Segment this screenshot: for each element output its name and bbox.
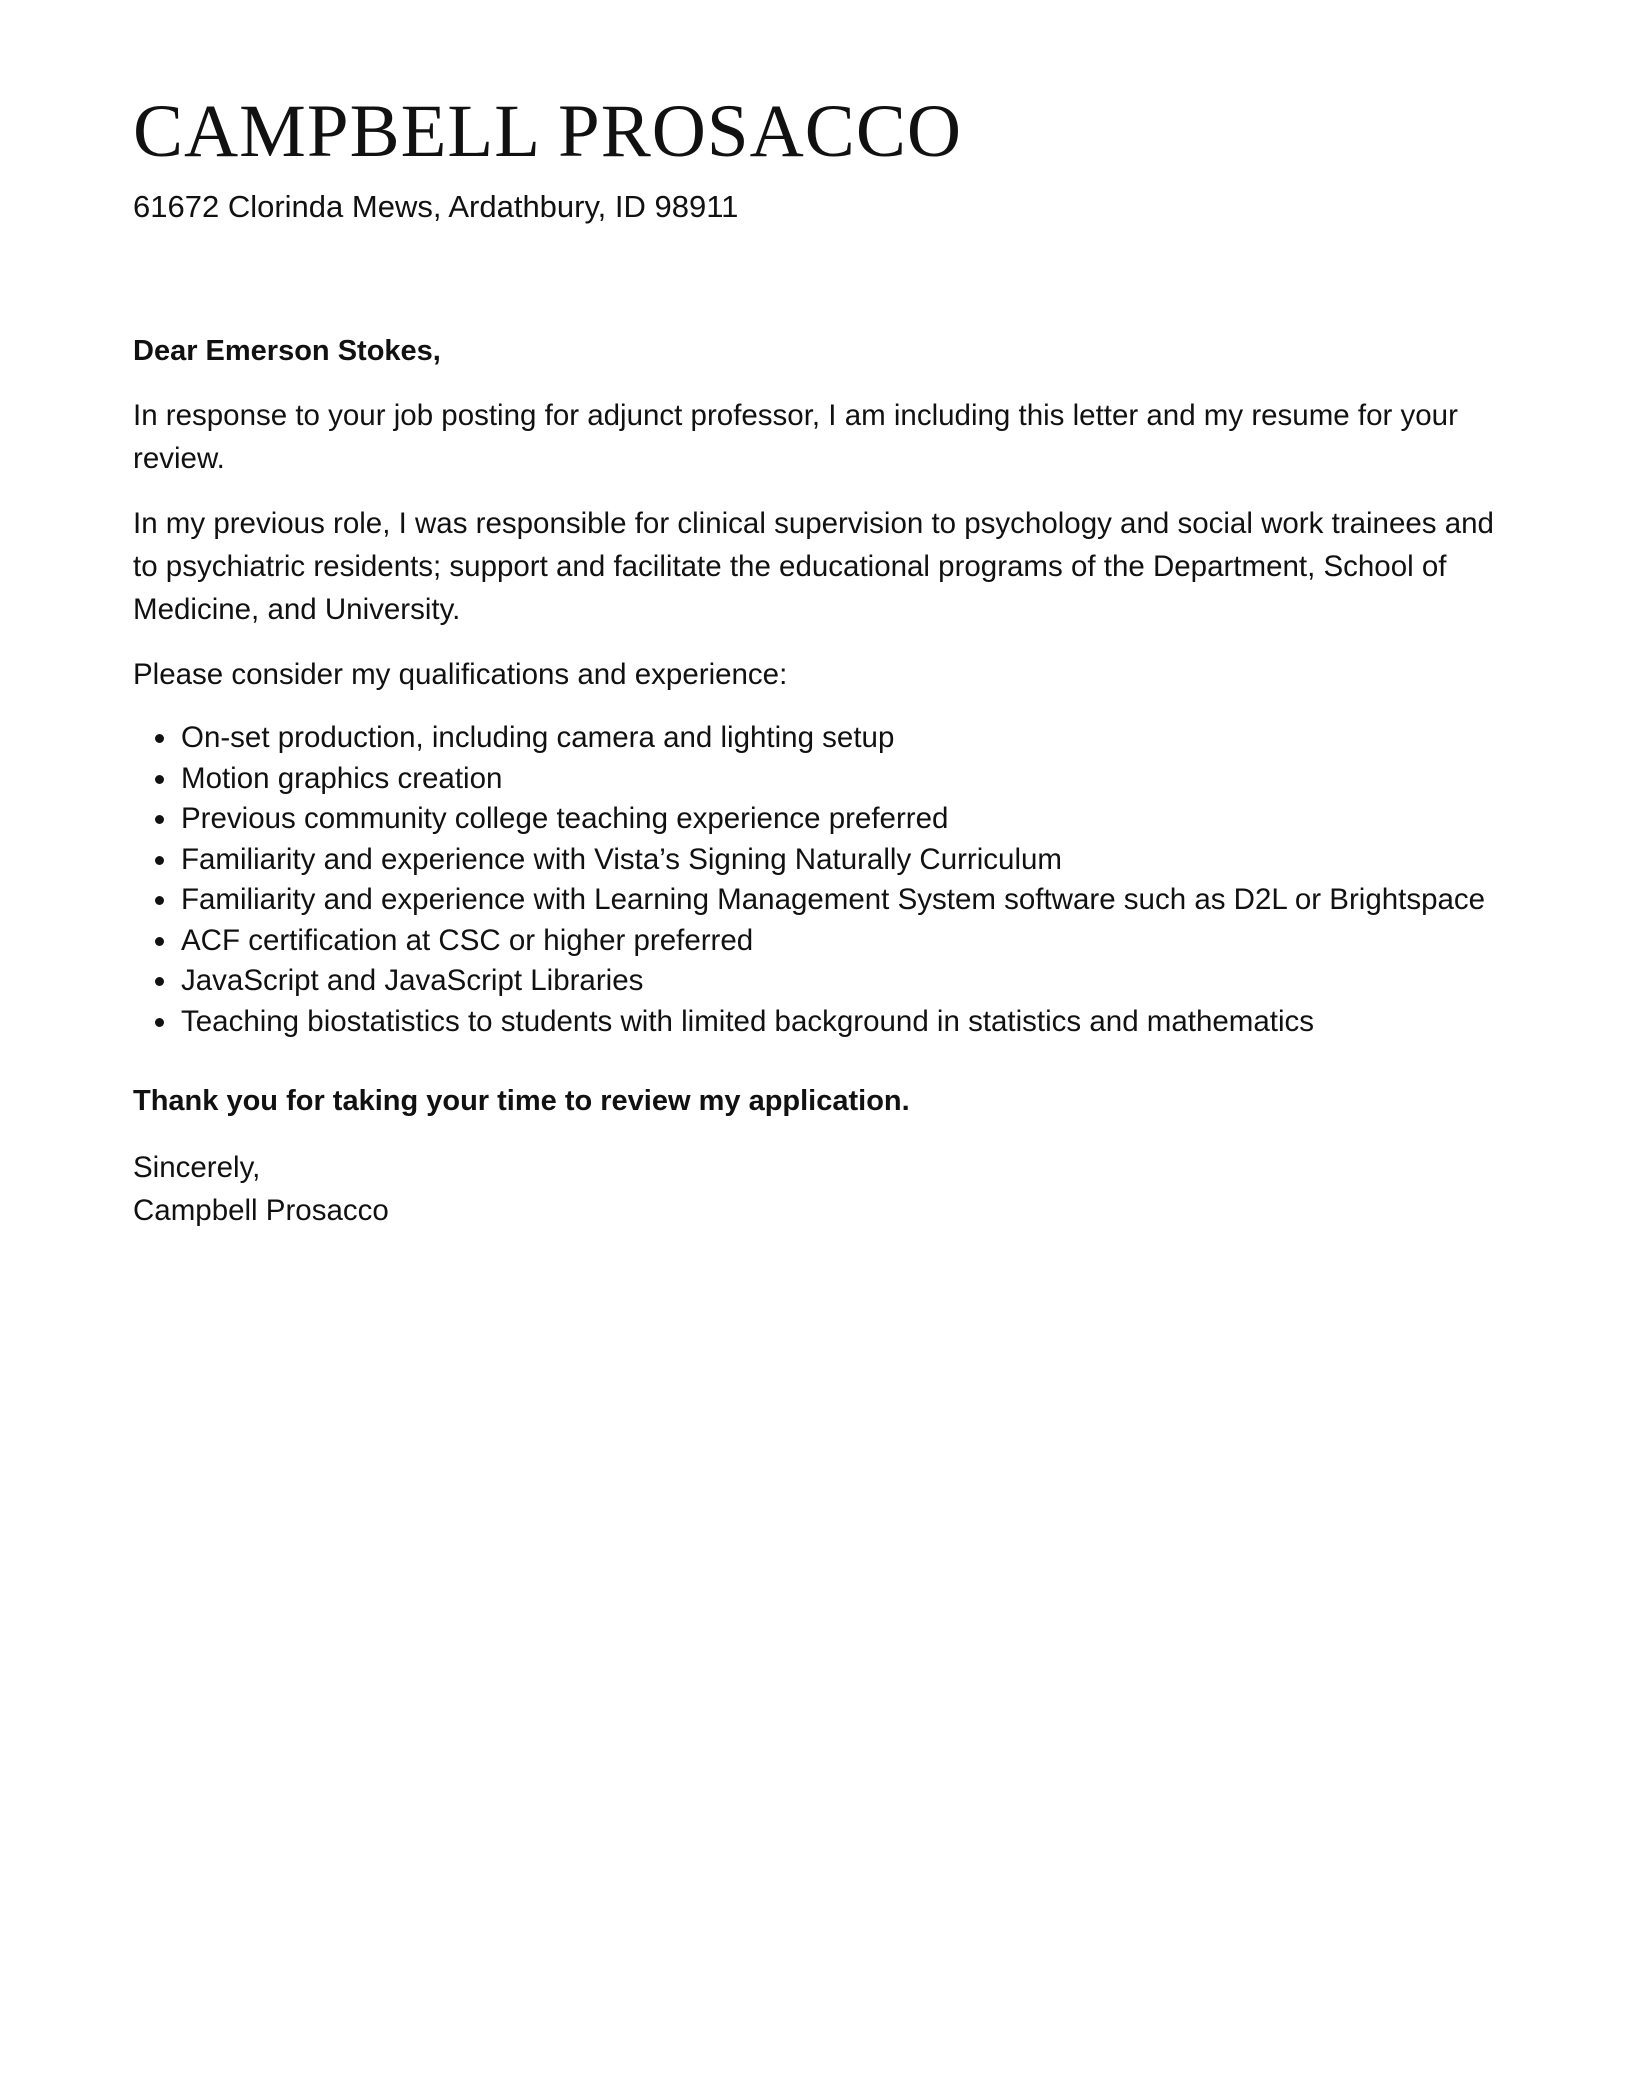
applicant-name: CAMPBELL PROSACCO: [133, 90, 962, 173]
signature-name: Campbell Prosacco: [133, 1194, 389, 1227]
list-item: JavaScript and JavaScript Libraries: [133, 961, 1499, 1002]
list-item: Motion graphics creation: [133, 759, 1499, 800]
cover-letter: [133, 88, 1499, 1232]
salutation: Dear Emerson Stokes,: [133, 335, 441, 367]
applicant-address: 61672 Clorinda Mews, Ardathbury, ID 98911: [133, 189, 739, 224]
closing-block: [133, 1146, 1499, 1232]
list-item: ACF certification at CSC or higher preferred: [133, 921, 1499, 962]
thanks-line: Thank you for taking your time to review my application.: [133, 1085, 910, 1117]
closing-phrase: Sincerely,: [133, 1151, 261, 1184]
list-item: Familiarity and experience with Vista’s Signing Naturally Curriculum: [133, 840, 1499, 881]
list-item: Teaching biostatistics to students with limited background in statistics and mathematics: [133, 1002, 1499, 1043]
qualifications-list: [133, 718, 1499, 1042]
list-item: Familiarity and experience with Learning Management System software such as D2L or Brightspace: [133, 880, 1499, 921]
qualifications-intro: Please consider my qualifications and experience:: [133, 658, 788, 691]
intro-paragraph: In response to your job posting for adjunct professor, I am including this letter and my resume for your review.: [133, 399, 1458, 475]
list-item: Previous community college teaching experience preferred: [133, 799, 1499, 840]
list-item: On-set production, including camera and lighting setup: [133, 718, 1499, 759]
experience-paragraph: In my previous role, I was responsible for clinical supervision to psychology and social work trainees and to psychiatric residents; support and facilitate the educational programs of the Department, School of Medicine, and University.: [133, 507, 1494, 626]
